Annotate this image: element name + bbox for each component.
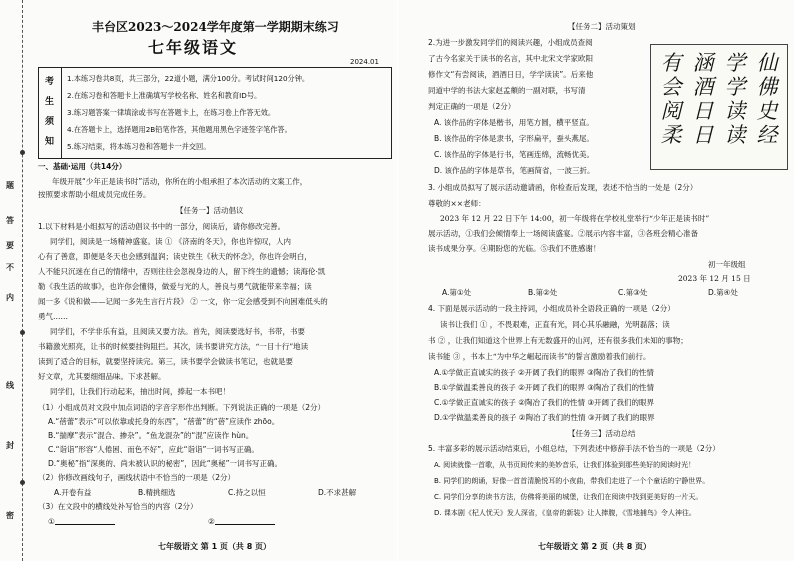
invite-line: 2023 年 12 月 22 日下午 14:00，初一年级将在学校礼堂举行“少年正是读书时”: [440, 214, 710, 223]
page-footer: 七年级语文 第 2 页（共 8 页）: [538, 542, 652, 551]
calligraphy-artwork: [650, 44, 788, 170]
q4-passage-line: 读书能 ③ ，书本上“为中华之崛起而读书”的誓言激励着我们前行。: [428, 352, 651, 361]
task-title: 【任务二】活动策划: [568, 22, 636, 31]
option[interactable]: D.不求甚解: [318, 488, 357, 497]
exam-notice-box: [38, 67, 392, 159]
q4-passage-line: 书 ② ，让我们知道这个世界上有无数盛开的山河，还有很多我们未知的事物；: [428, 336, 688, 345]
option[interactable]: D.“奥秘”指“深奥的、尚未被认识的秘密”，因此“奥秘”一词书写正确。: [48, 459, 282, 468]
option[interactable]: B. 该作品的字体是隶书，字形扁平，蚕头燕尾。: [434, 134, 594, 143]
question-1-2: （2）你修改画线句子，画线状语中不恰当的一项是（2分）: [38, 473, 236, 482]
exam-header-title: 丰台区2023～2024学年度第一学期期末练习: [92, 20, 339, 34]
section-title: 一、基础·运用（共14分）: [38, 162, 127, 171]
option[interactable]: C.“诣诣”形容“人倦困、而色不好”，应此“诣诣”一词书写正确。: [48, 445, 259, 454]
page-1-content: [38, 0, 390, 561]
notice-label: 考 生 须 知: [39, 68, 62, 158]
option[interactable]: A.开卷有益: [54, 488, 92, 497]
question-4-intro: 4. 下面是展示活动的一段主持词，小组成员补全语段正确的一项是（2分）: [428, 304, 675, 313]
option[interactable]: C. 同学们分享的读书方法，仿佛将美丽的城堡，让我们在阅读中找到更美好的一片天。: [434, 493, 703, 501]
question-2-line: 同道中学的书法大家赵孟頫的一副对联，书写清: [428, 86, 586, 95]
notice-item: 2.在练习卷和答题卡上准确填写学校名称、姓名和教育ID号。: [67, 91, 262, 100]
passage-line: 同学们，不学非乐有益，且阅读又要方法。首先，阅读要选好书，书带，书要: [50, 327, 305, 336]
option[interactable]: A.①学做正直诚实的孩子 ②开阔了我们的眼界 ③陶冶了我们的性情: [434, 368, 654, 377]
page-2-content: [428, 0, 786, 561]
option[interactable]: C.持之以恒: [228, 488, 266, 497]
invite-signature: 初一年级组: [708, 260, 746, 269]
gutter-char: 题: [6, 181, 14, 190]
option[interactable]: C.①学做正直诚实的孩子 ②陶冶了我们的性情 ③开阔了我们的眼界: [434, 398, 655, 407]
passage-line: 人不能只沉迷在自己的情绪中，否则往往会忽视身边的人，留下终生的遗憾；读海伦·凯: [38, 267, 326, 276]
calligraphy-column: [659, 51, 683, 147]
passage-line: 读到了适合的目标，就要坚持读完。第三，读书要学会做读书笔记，也就是要: [38, 357, 293, 366]
calligraphy-char: 阅: [660, 99, 682, 123]
gutter-char: 要: [6, 241, 14, 250]
passage-line: 勇气……: [38, 312, 68, 321]
invite-salutation: 尊敬的××老师：: [428, 199, 486, 208]
calligraphy-char: 会: [660, 75, 682, 99]
answer-blank[interactable]: ①: [48, 516, 115, 527]
calligraphy-char: 佛: [756, 75, 778, 99]
calligraphy-column: [755, 51, 779, 147]
seal-line: [22, 0, 23, 561]
notice-item: 1.本练习卷共8页，共三部分，22道小题，满分100分。考试时间120分钟。: [67, 74, 310, 83]
seal-dot: [20, 150, 25, 155]
passage-line: 同学们，让我们行动起来，抽出时间，捧起一本书吧！: [50, 387, 230, 396]
question-1-3: （3）在文段中的横线处补写恰当的内容（2分）: [38, 502, 198, 511]
question-1-1: （1）小组成员对文段中加点词语的字音字形作出判断。下列说法正确的一项是（2分）: [38, 403, 326, 412]
question-2-line: 2.为进一步激发同学们的阅读兴趣，小组成员查阅: [428, 38, 593, 47]
calligraphy-char: 日: [692, 99, 714, 123]
invite-line: 读书成果分享。④期盼您的光临。⑤我们不胜感谢！: [428, 244, 601, 253]
answer-blank[interactable]: ②: [208, 516, 275, 527]
option[interactable]: A.“蓓蕾”表示“可以依靠或托身的东西”，“蓓蕾”的“蓓”应读作 zhōo。: [48, 417, 280, 426]
passage-line: 好文章，尤其要细细品味。下求甚解。: [38, 372, 166, 381]
passage-line: 心有了善意，即便是冬天也会感到温润；读史铁生《秋天的怀念》，你也许会明白，: [38, 252, 312, 261]
question-1-intro: 1.以下材料是小组拟写的活动倡议书中的一部分，阅读后，请你修改完善。: [38, 222, 286, 231]
calligraphy-char: 日: [692, 123, 714, 147]
question-2-line: 修作文“有尝阅读，酒酒日日，学学读读”。后来他: [428, 70, 594, 79]
option[interactable]: A.第①处: [442, 288, 472, 297]
calligraphy-char: 酒: [692, 75, 714, 99]
question-2-line: 判定正确的一项是（2分）: [428, 102, 516, 111]
q4-passage-line: 读书让我们 ① ，不畏艰难，正直有光，同心其乐融融，光明磊落；读: [440, 320, 670, 329]
option[interactable]: D. 该作品的字体是草书，笔画简省，一波三折。: [434, 166, 595, 175]
question-3-intro: 3. 小组成员拟写了展示活动邀请函，你检查后发现，表述不恰当的一处是（2分）: [428, 183, 698, 192]
notice-item: 4.在答题卡上，选择题用2B铅笔作答，其他题用黑色字迹签字笔作答。: [67, 125, 292, 134]
calligraphy-char: 读: [724, 99, 746, 123]
binding-gutter: [0, 0, 30, 561]
task-title: 【任务一】活动倡议: [176, 206, 244, 215]
calligraphy-char: 经: [756, 123, 778, 147]
option[interactable]: C.第③处: [618, 288, 648, 297]
task-title: 【任务三】活动总结: [568, 429, 636, 438]
option[interactable]: C. 该作品的字体是行书，笔画连绵，流畅优美。: [434, 150, 595, 159]
calligraphy-column: [691, 51, 715, 147]
option[interactable]: B.第②处: [528, 288, 558, 297]
question-2-line: 了古今名家关于读书的名言，其中北宋文学家欧阳: [428, 54, 593, 63]
question-5-intro: 5. 丰富多彩的展示活动结束后，小组总结，下列表述中修辞手法不恰当的一项是（2分）: [428, 444, 720, 453]
option[interactable]: A. 阅读就像一首歌，从书页间传来的美妙音乐，让我们体验到那些美好的阅读时光！: [434, 461, 696, 469]
calligraphy-char: 史: [756, 99, 778, 123]
calligraphy-char: 柔: [660, 123, 682, 147]
gutter-char: 线: [6, 381, 14, 390]
calligraphy-char: 仙: [756, 51, 778, 75]
exam-date: 2024.01: [350, 58, 379, 66]
calligraphy-char: 学: [724, 51, 746, 75]
subject-title: 七年级语文: [148, 38, 239, 57]
passage-line: 闻一多《说和做——记闻一多先生言行片段》 ② 一文，你一定会感受到不向困难低头的: [38, 297, 328, 306]
gutter-char: 内: [6, 293, 14, 302]
option[interactable]: A. 该作品的字体是楷书，用笔方圆，横平竖直。: [434, 118, 594, 127]
seal-dot: [20, 480, 25, 485]
exam-page-2: [398, 0, 794, 561]
option[interactable]: D.①学做温柔善良的孩子 ②陶冶了我们的性情 ③开阔了我们的眼界: [434, 413, 655, 422]
passage-line: 同学们，阅读是一场精神盛宴。读 ① 《济南的冬天》，你也许惊叹，人内: [50, 237, 292, 246]
notice-item: 5.练习结束，将本练习卷和答题卡一并交回。: [67, 142, 211, 151]
intro-line: 按照要求帮助小组成员完成任务。: [38, 190, 151, 199]
calligraphy-char: 有: [660, 51, 682, 75]
option[interactable]: B. 同学们的朗诵，好像一首首清脆悦耳的小夜曲，带我们走进了一个个童话的宁静世界。: [434, 477, 710, 485]
option[interactable]: B.“揣摩”表示“混合、掺杂”。“鱼龙混杂”的“混”应读作 hùn。: [48, 431, 254, 440]
passage-line: 勒《我生活的故事》，也许你会懂得，做爱与光的人，善良与勇气就能带来幸福；读: [38, 282, 312, 291]
calligraphy-char: 学: [724, 75, 746, 99]
invite-line: 展示活动，①我们会倾情奉上一场阅读盛宴。②展示内容丰富，③各班会精心准备: [428, 229, 698, 238]
notice-item: 3.练习题答案一律填涂或书写在答题卡上，在练习卷上作答无效。: [67, 108, 276, 117]
page-footer: 七年级语文 第 1 页（共 8 页）: [158, 542, 272, 551]
option[interactable]: D.第④处: [708, 288, 738, 297]
gutter-char: 密: [6, 511, 14, 520]
gutter-char: 不: [6, 263, 14, 272]
option[interactable]: B.①学做温柔善良的孩子 ②开阔了我们的眼界 ③陶冶了我们的性情: [434, 383, 654, 392]
gutter-char: 封: [6, 441, 14, 450]
gutter-char: 答: [6, 216, 14, 225]
calligraphy-column: [723, 51, 747, 147]
intro-line: 年级开展“少年正是读书时”活动，你所在的小组承担了本次活动的文案工作，: [52, 177, 308, 186]
passage-line: 书籍激光照亮，让书的时候要挂钩阻拦。其次，读书要讲究方法，“一目十行”地读: [38, 342, 309, 351]
seal-dot: [20, 330, 25, 335]
option[interactable]: B.精挑细选: [138, 488, 176, 497]
option[interactable]: D. 课本剧《杞人忧天》发人深省，《皇帝的新装》让人捧腹，《雪地捕鸟》令人神往。: [434, 509, 696, 517]
calligraphy-char: 涵: [692, 51, 714, 75]
invite-date: 2023 年 12 月 15 日: [678, 274, 751, 283]
calligraphy-char: 读: [724, 123, 746, 147]
